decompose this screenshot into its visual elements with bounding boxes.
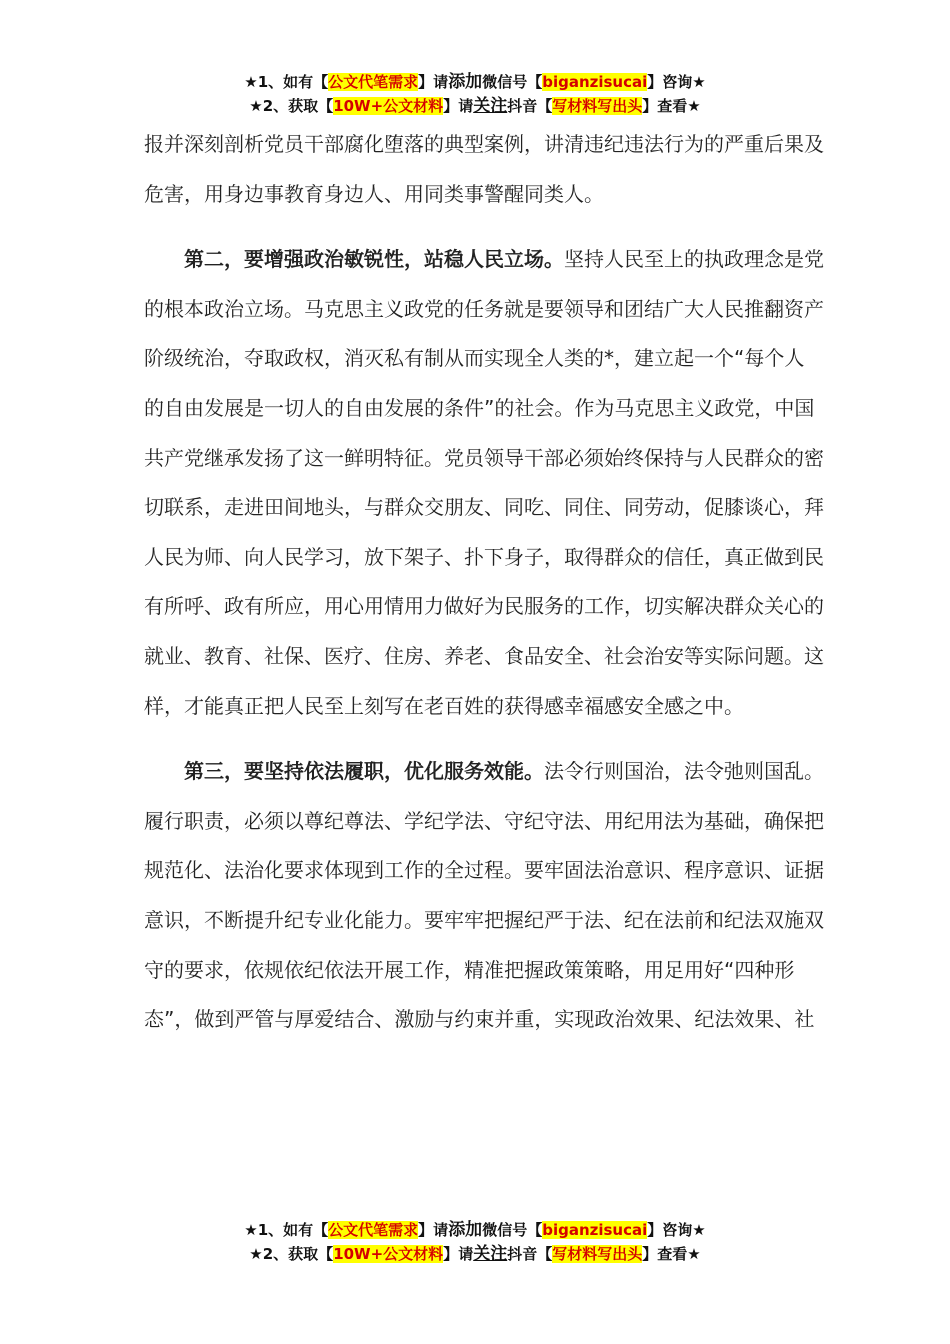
highlight-douyin: 写材料写出头 [552,97,643,115]
highlight-wechat-id: biganzisucai [542,73,648,91]
paragraph-second: 第二，要增强政治敏锐性，站稳人民立场。坚持人民至上的执政理念是党的根本政治立场。马克思主义政党的任务就是要领导和团结广大人民推翻资产阶级统治，夺取政权，消灭私有制从而实现全人类的*，建立起一个“每个人的自由发展是一切人的自由发展的条件”的社会。作为马克思主义政党，中国共产党继承发扬了这一鲜明特征。党员领导干部必须始终保持与人民群众的密切联系，走进田间地头，与群众交朋友、同吃、同住、同劳动，促膝谈心，拜人民为师、向人民学习，放下架子、扑下身子，取得群众的信任，真正做到民有所呼、政有所应，用心用情用力做好为民服务的工作，切实解决群众关心的就业、教育、社保、医疗、住房、养老、食品安全、社会治安等实际问题。这样，才能真正把人民至上刻写在老百姓的获得感幸福感安全感之中。 [144,247,824,718]
banner-line-1: ★1、如有【公文代笔需求】请添加微信号【biganzisucai】咨询★ [244,1220,706,1240]
highlight-douyin: 写材料写出头 [552,1245,643,1263]
banner-line-2: ★2、获取【10W+公文材料】请关注抖音【写材料写出头】查看★ [249,1244,701,1264]
highlight-wechat-id: biganzisucai [542,1221,648,1239]
document-body [144,120,824,1045]
paragraph-third: 第三，要坚持依法履职，优化服务效能。法令行则国治，法令弛则国乱。履行职责，必须以尊纪尊法、学纪学法、守纪守法、用纪用法为基础，确保把规范化、法治化要求体现到工作的全过程。要牢固法治意识、程序意识、证据意识，不断提升纪专业化能力。要牢牢把握纪严于法、纪在法前和纪法双施双守的要求，依规依纪依法开展工作，精准把握政策策略，用足用好“四种形态”，做到严管与厚爱结合、激励与约束并重，实现政治效果、纪法效果、社 [144,759,824,1032]
header-banner [0,70,950,118]
highlight-service: 公文代笔需求 [328,1221,419,1239]
footer-banner [0,1218,950,1266]
highlight-materials: 10W+公文材料 [333,1245,444,1263]
banner-line-1: ★1、如有【公文代笔需求】请添加微信号【biganzisucai】咨询★ [244,72,706,92]
paragraph-heading: 第三，要坚持依法履职，优化服务效能。 [184,759,544,784]
paragraph-continued: 报并深刻剖析党员干部腐化堕落的典型案例，讲清违纪违法行为的严重后果及危害，用身边事教育身边人、用同类事警醒同类人。 [144,132,824,206]
highlight-materials: 10W+公文材料 [333,97,444,115]
paragraph-heading: 第二，要增强政治敏锐性，站稳人民立场。 [184,247,564,272]
highlight-service: 公文代笔需求 [328,73,419,91]
banner-line-2: ★2、获取【10W+公文材料】请关注抖音【写材料写出头】查看★ [249,96,701,116]
